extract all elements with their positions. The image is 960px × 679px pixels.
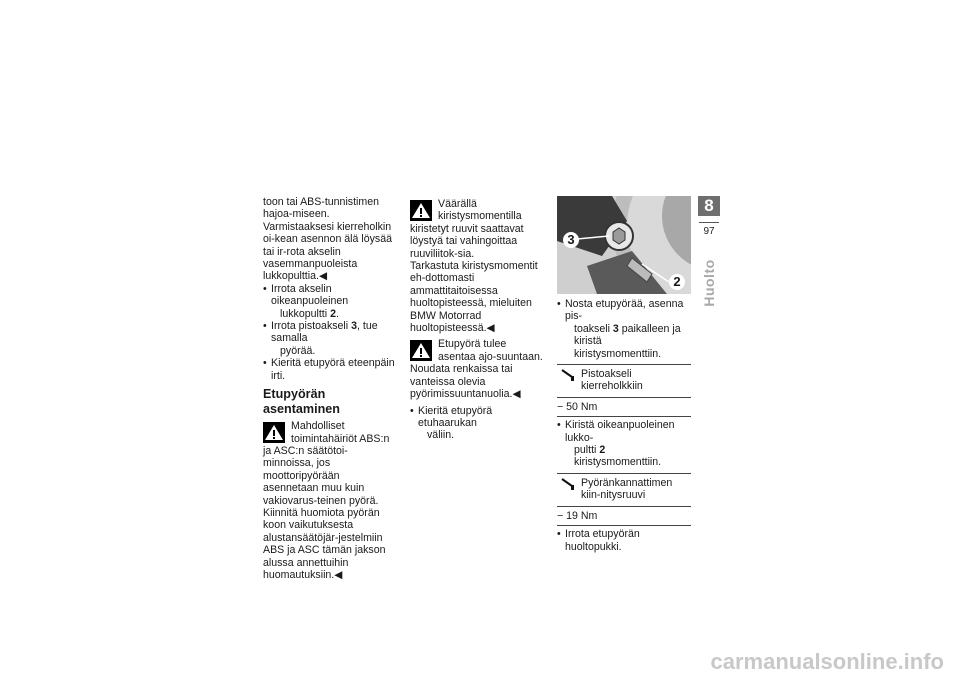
watermark: carmanualsonline.info — [710, 649, 944, 674]
torque-spec-value: − 19 Nm — [557, 509, 598, 522]
torque-wrench-icon — [561, 369, 575, 381]
warning-block — [410, 198, 543, 260]
warning-text: Väärällä kiristysmomentilla kiristetyt ruuvit saattavat löystyä tai vahingoittaa ruuviliitok-sia. — [410, 198, 524, 260]
paragraph: toon tai ABS-tunnistimen hajoa-miseen. — [263, 196, 380, 221]
torque-spec-label-row — [557, 474, 691, 507]
list-item: • Irrota etupyörän huoltopukki. — [557, 528, 691, 553]
section-heading: Etupyörän asentaminen — [263, 387, 340, 417]
torque-spec-label-row — [557, 365, 691, 398]
divider — [699, 222, 719, 223]
list-item: • Nosta etupyörää, asenna pis- toakseli 3 paikalleen ja kiristä kiristysmomenttiin. — [557, 298, 691, 360]
paragraph: Tarkastuta kiristysmomentit eh-dottomasti ammattitaitoisessa huoltopisteessä, mieluiten BMW Motorrad huoltopisteessä.◀ — [410, 260, 538, 335]
callout-label: 2 — [669, 274, 685, 290]
torque-spec-table — [557, 364, 691, 417]
callout-label: 3 — [563, 232, 579, 248]
chapter-number-badge: 8 — [698, 196, 720, 216]
torque-wrench-icon — [561, 478, 575, 490]
column-2 — [410, 196, 543, 442]
list-item: • Irrota pistoakseli 3, tue samalla pyörää. — [263, 320, 395, 357]
torque-spec-value: − 50 Nm — [557, 400, 598, 413]
list-item: • Kieritä etupyörä eteenpäin irti. — [263, 357, 395, 382]
list-item: • Kieritä etupyörä etuhaarukan väliin. — [410, 405, 543, 442]
list-item: • Kiristä oikeanpuoleinen lukko- pultti 2 kiristysmomenttiin. — [557, 419, 691, 469]
page-number: 97 — [703, 226, 715, 237]
torque-spec-label: Pyöränkannattimen kiin-nitysruuvi — [581, 476, 673, 502]
warning-icon — [410, 200, 432, 221]
wheel-axle-photo — [557, 196, 691, 294]
paragraph: Kiinnitä huomiota pyörän koon vaikutuksesta alustansäätöjär-jestelmiin ABS ja ASC tämän jakson alussa annettuihin huomautuksiin.◀ — [263, 506, 386, 581]
list-item-text: Irrota akselin oikeanpuoleinen — [271, 282, 349, 308]
warning-text: Etupyörä tulee asentaa ajo-suuntaan. — [438, 338, 543, 363]
warning-icon — [263, 422, 285, 443]
warning-icon — [410, 340, 432, 361]
section-title-vertical: Huolto — [701, 259, 717, 307]
warning-block — [263, 420, 395, 507]
warning-text: Mahdolliset toimintahäiriöt ABS:n ja ASC:n säätötoi-minnoissa, jos moottoripyörään asennetaan muu kuin vakiovarus-teinen pyörä. — [263, 420, 390, 507]
torque-spec-label: Pistoakseli kierreholkkiin — [581, 368, 643, 393]
paragraph: Varmistaaksesi kierreholkin oi-kean asennon älä löysää tai ir-rota akselin vasemmanpuoleista lukkopulttia.◀ — [263, 220, 392, 283]
torque-spec-table — [557, 473, 691, 526]
paragraph: Noudata renkaissa tai vanteissa olevia pyörimissuuntanuolia.◀ — [410, 363, 521, 401]
column-3 — [557, 196, 691, 553]
list-item — [263, 283, 395, 320]
warning-block — [410, 338, 543, 363]
list-item-text-cont: lukkopultti 2. — [280, 307, 339, 320]
column-1 — [263, 196, 395, 581]
